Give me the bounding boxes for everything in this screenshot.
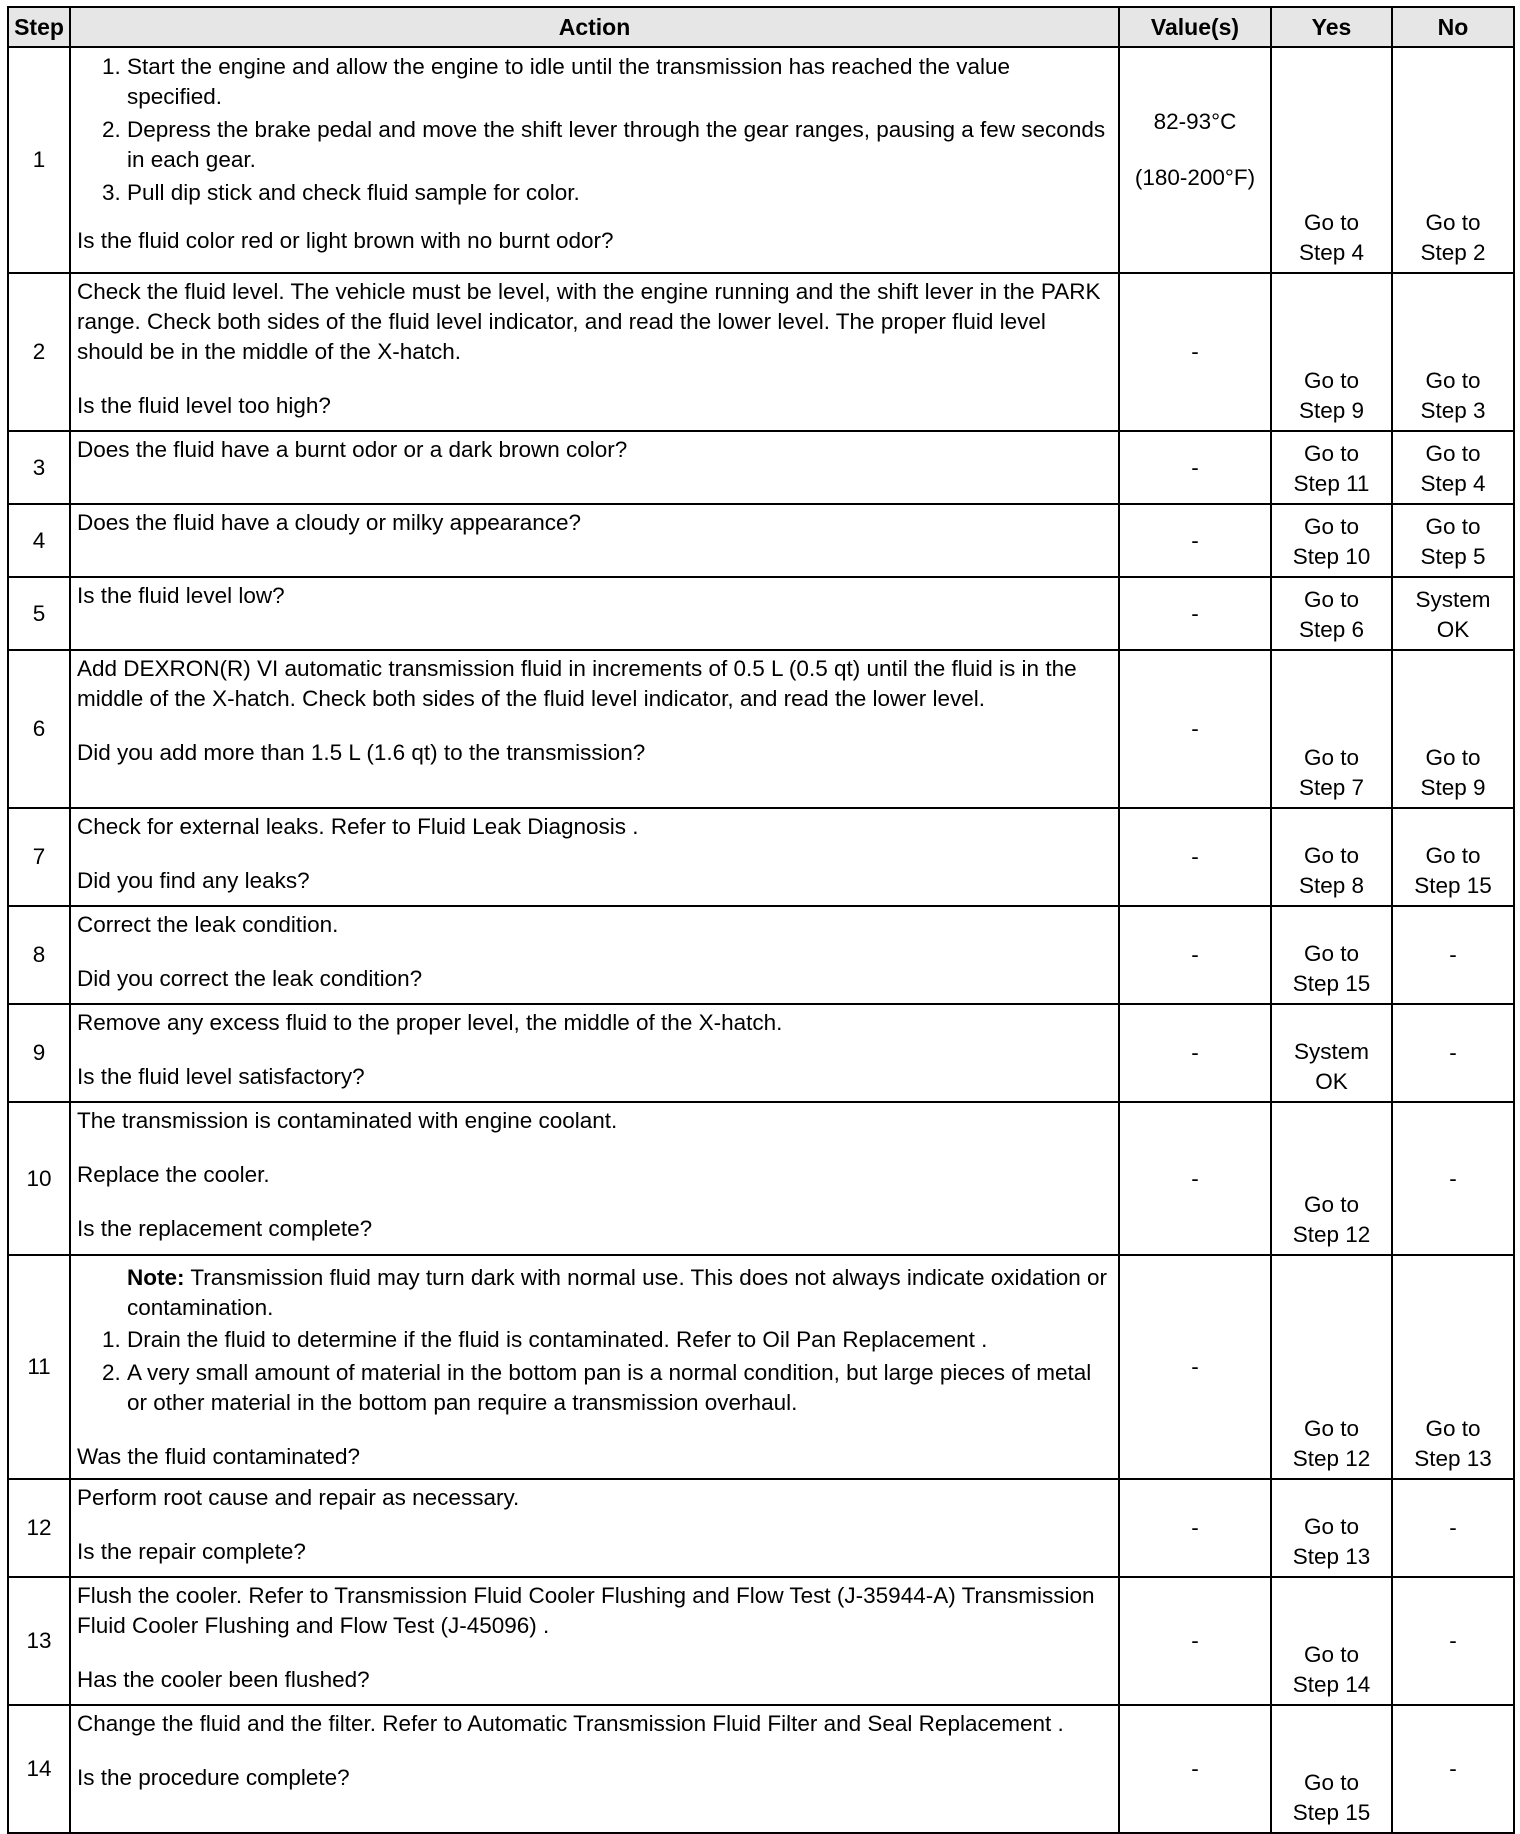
- no-cell: -: [1392, 906, 1514, 1004]
- question-text: Is the fluid level too high?: [77, 393, 331, 418]
- table-row: [8, 1255, 1514, 1479]
- step-number: 2: [8, 273, 70, 431]
- yes-cell: Go to Step 9: [1271, 273, 1392, 431]
- no-cell: Go to Step 13: [1392, 1255, 1514, 1479]
- action-text-2: Replace the cooler.: [77, 1162, 270, 1187]
- header-row: [8, 7, 1514, 47]
- action-text: Check the fluid level. The vehicle must be level, with the engine running and the shift lever in the PARK range. Check both sides of the fluid level indicator, and read the lower level. The proper fluid level should be in the middle of the X-hatch.: [77, 279, 1101, 364]
- action-text: Add DEXRON(R) VI automatic transmission fluid in increments of 0.5 L (0.5 qt) until the fluid is in the middle of the X-hatch. Check both sides of the fluid level indicator, and read the lower level.: [77, 656, 1077, 711]
- value-cell: -: [1119, 273, 1271, 431]
- step-number: 4: [8, 504, 70, 577]
- value-cell: -: [1119, 1577, 1271, 1705]
- table-row: [8, 906, 1514, 1004]
- list-item: 3. Pull dip stick and check fluid sample for color.: [127, 178, 1110, 208]
- step-number: 13: [8, 1577, 70, 1705]
- table-row: [8, 1102, 1514, 1255]
- table-row: [8, 1004, 1514, 1102]
- header-yes: Yes: [1271, 7, 1392, 47]
- value-cell: -: [1119, 1255, 1271, 1479]
- yes-cell: Go to Step 14: [1271, 1577, 1392, 1705]
- note: [77, 1263, 1110, 1323]
- table-row: [8, 431, 1514, 504]
- step-number: 6: [8, 650, 70, 808]
- no-cell: -: [1392, 1102, 1514, 1255]
- value-cell: [1119, 47, 1271, 273]
- action-cell: [70, 577, 1119, 650]
- step-number: 9: [8, 1004, 70, 1102]
- yes-cell: Go to Step 13: [1271, 1479, 1392, 1577]
- action-cell: [70, 47, 1119, 273]
- value-cell: -: [1119, 1004, 1271, 1102]
- yes-cell: Go to Step 15: [1271, 1705, 1392, 1833]
- action-cell: [70, 1577, 1119, 1705]
- list-item: 1. Drain the fluid to determine if the fluid is contaminated. Refer to Oil Pan Replacement .: [127, 1325, 1110, 1355]
- action-text: Correct the leak condition.: [77, 912, 339, 937]
- note-label: Note:: [127, 1265, 185, 1290]
- action-text: Does the fluid have a burnt odor or a dark brown color?: [77, 437, 628, 462]
- value-cell: -: [1119, 504, 1271, 577]
- action-text: Does the fluid have a cloudy or milky appearance?: [77, 510, 582, 535]
- list-item: 2. Depress the brake pedal and move the shift lever through the gear ranges, pausing a few seconds in each gear.: [127, 115, 1110, 175]
- action-cell: [70, 1479, 1119, 1577]
- no-cell: Go to Step 2: [1392, 47, 1514, 273]
- step-number: 10: [8, 1102, 70, 1255]
- no-cell: Go to Step 15: [1392, 808, 1514, 906]
- yes-cell: Go to Step 12: [1271, 1255, 1392, 1479]
- action-text: Change the fluid and the filter. Refer to Automatic Transmission Fluid Filter and Seal Replacement .: [77, 1711, 1064, 1736]
- action-text: Remove any excess fluid to the proper level, the middle of the X-hatch.: [77, 1010, 783, 1035]
- header-step: Step: [8, 7, 70, 47]
- question-text: Is the fluid color red or light brown with no burnt odor?: [77, 228, 614, 253]
- table-row: [8, 1479, 1514, 1577]
- value-cell: -: [1119, 1102, 1271, 1255]
- action-cell: [70, 906, 1119, 1004]
- step-number: 8: [8, 906, 70, 1004]
- table-row: [8, 808, 1514, 906]
- table-row: [8, 650, 1514, 808]
- action-cell: [70, 1004, 1119, 1102]
- action-cell: [70, 431, 1119, 504]
- yes-cell: Go to Step 10: [1271, 504, 1392, 577]
- no-cell: Go to Step 5: [1392, 504, 1514, 577]
- value-fahrenheit: (180-200°F): [1134, 165, 1256, 190]
- table-row: [8, 273, 1514, 431]
- action-cell: [70, 504, 1119, 577]
- value-cell: -: [1119, 906, 1271, 1004]
- header-action: Action: [70, 7, 1119, 47]
- no-cell: Go to Step 4: [1392, 431, 1514, 504]
- yes-cell: Go to Step 11: [1271, 431, 1392, 504]
- step-number: 7: [8, 808, 70, 906]
- table-row: [8, 504, 1514, 577]
- step-number: 5: [8, 577, 70, 650]
- step-number: 12: [8, 1479, 70, 1577]
- header-values: Value(s): [1119, 7, 1271, 47]
- step-number: 11: [8, 1255, 70, 1479]
- yes-cell: System OK: [1271, 1004, 1392, 1102]
- no-cell: -: [1392, 1004, 1514, 1102]
- yes-cell: Go to Step 15: [1271, 906, 1392, 1004]
- value-cell: -: [1119, 431, 1271, 504]
- action-cell: [70, 273, 1119, 431]
- yes-cell: Go to Step 7: [1271, 650, 1392, 808]
- table-row: [8, 1577, 1514, 1705]
- question-text: Is the replacement complete?: [77, 1216, 373, 1241]
- action-cell: [70, 808, 1119, 906]
- no-cell: -: [1392, 1577, 1514, 1705]
- action-cell: [70, 1705, 1119, 1833]
- no-cell: System OK: [1392, 577, 1514, 650]
- action-text: Is the fluid level low?: [77, 583, 285, 608]
- action-text: The transmission is contaminated with engine coolant.: [77, 1108, 618, 1133]
- question-text: Is the procedure complete?: [77, 1765, 350, 1790]
- value-cell: -: [1119, 650, 1271, 808]
- action-text: Flush the cooler. Refer to Transmission Fluid Cooler Flushing and Flow Test (J-35944-A) Transmission Fluid Cooler Flushing and Flow Test (J-45096) .: [77, 1583, 1095, 1638]
- value-cell: -: [1119, 577, 1271, 650]
- no-cell: Go to Step 3: [1392, 273, 1514, 431]
- step-number: 3: [8, 431, 70, 504]
- question-text: Did you add more than 1.5 L (1.6 qt) to the transmission?: [77, 740, 646, 765]
- table-row: [8, 577, 1514, 650]
- action-cell: [70, 1102, 1119, 1255]
- question-text: Is the repair complete?: [77, 1539, 306, 1564]
- action-text: Perform root cause and repair as necessary.: [77, 1485, 520, 1510]
- yes-cell: Go to Step 4: [1271, 47, 1392, 273]
- list-item: 1. Start the engine and allow the engine to idle until the transmission has reached the value specified.: [127, 52, 1110, 112]
- list-item: 2. A very small amount of material in the bottom pan is a normal condition, but large pieces of metal or other material in the bottom pan require a transmission overhaul.: [127, 1358, 1110, 1418]
- table-row: [8, 1705, 1514, 1833]
- question-text: Did you correct the leak condition?: [77, 966, 423, 991]
- question-text: Is the fluid level satisfactory?: [77, 1064, 365, 1089]
- value-celsius: 82-93°C: [1153, 109, 1237, 134]
- header-no: No: [1392, 7, 1514, 47]
- value-cell: -: [1119, 808, 1271, 906]
- action-text: Check for external leaks. Refer to Fluid Leak Diagnosis .: [77, 814, 639, 839]
- diagnostic-table: [7, 6, 1515, 1834]
- question-text: Was the fluid contaminated?: [77, 1444, 361, 1469]
- step-number: 1: [8, 47, 70, 273]
- action-cell: [70, 650, 1119, 808]
- no-cell: Go to Step 9: [1392, 650, 1514, 808]
- no-cell: -: [1392, 1705, 1514, 1833]
- question-text: Has the cooler been flushed?: [77, 1667, 370, 1692]
- yes-cell: Go to Step 8: [1271, 808, 1392, 906]
- table-row: [8, 47, 1514, 273]
- yes-cell: Go to Step 12: [1271, 1102, 1392, 1255]
- value-cell: -: [1119, 1705, 1271, 1833]
- note-text: Transmission fluid may turn dark with normal use. This does not always indicate oxidation or contamination.: [127, 1265, 1108, 1320]
- question-text: Did you find any leaks?: [77, 868, 310, 893]
- value-cell: -: [1119, 1479, 1271, 1577]
- action-cell: [70, 1255, 1119, 1479]
- step-number: 14: [8, 1705, 70, 1833]
- no-cell: -: [1392, 1479, 1514, 1577]
- yes-cell: Go to Step 6: [1271, 577, 1392, 650]
